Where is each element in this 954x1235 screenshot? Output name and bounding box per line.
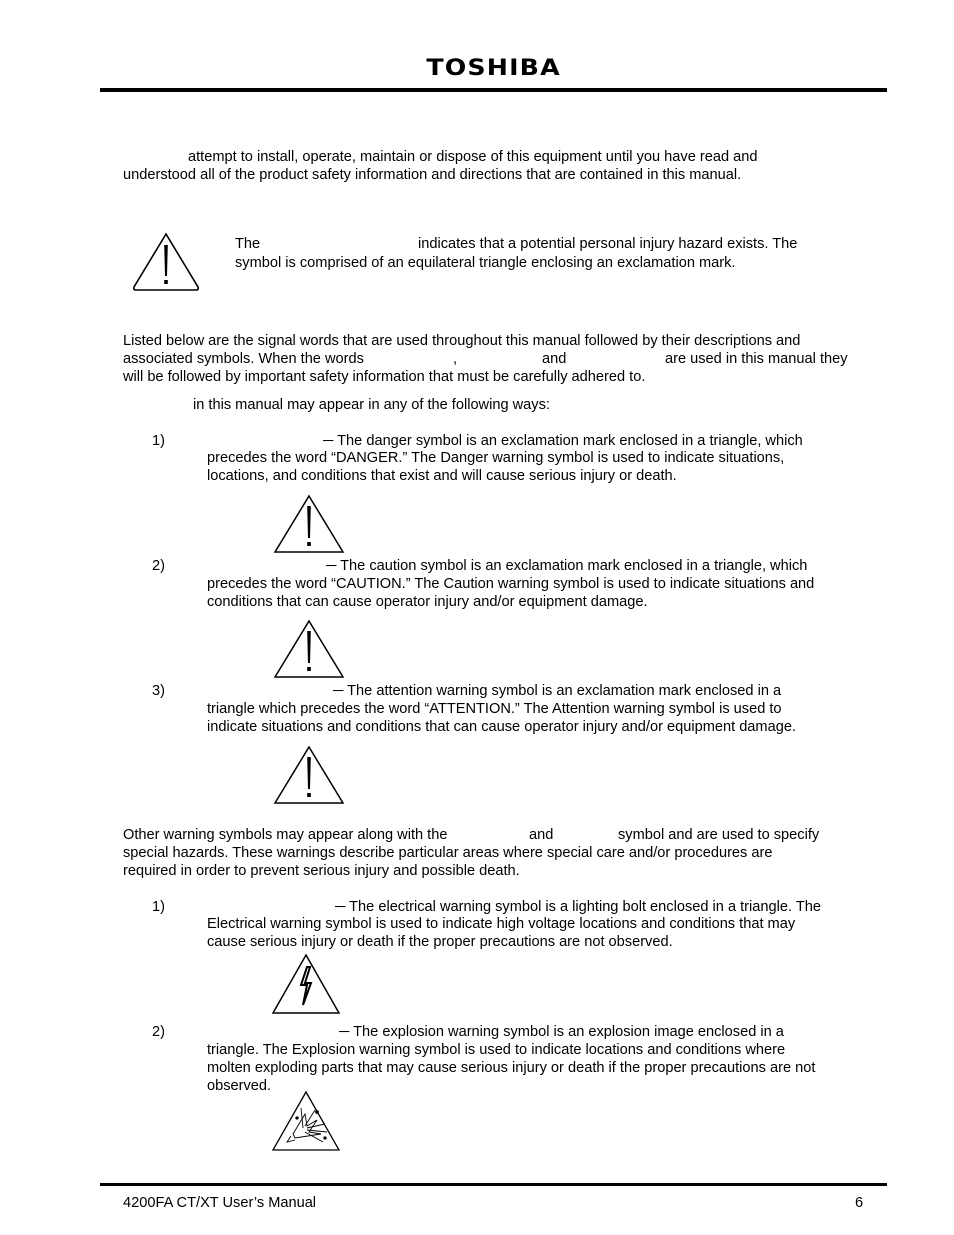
other-line-2: special hazards. These warnings describe particular areas where special care and/or procedures are — [123, 845, 773, 861]
attention-line-1: ─ The attention warning symbol is an exclamation mark enclosed in a — [333, 683, 782, 699]
electrical-number: 1) — [152, 899, 165, 915]
caution-line-1: ─ The caution symbol is an exclamation mark enclosed in a triangle, which — [326, 558, 808, 574]
footer-manual-title: 4200FA CT/XT User’s Manual — [123, 1195, 317, 1211]
signal-line-2-comma: , — [453, 351, 458, 367]
page-number: 6 — [855, 1195, 864, 1211]
electrical-line-3: cause serious injury or death if the proper precautions are not observed. — [207, 934, 673, 950]
signal-ways: in this manual may appear in any of the following ways: — [193, 397, 550, 413]
explosion-line-2: triangle. The Explosion warning symbol is used to indicate locations and conditions where — [207, 1042, 786, 1058]
attention-exclamation-triangle-icon — [273, 745, 345, 805]
signal-line-1: Listed below are the signal words that are used throughout this manual followed by their descriptions and — [123, 333, 801, 349]
other-line-1-and: and — [529, 827, 554, 843]
other-line-3: required in order to prevent serious injury and possible death. — [123, 863, 520, 879]
explosion-line-1: ─ The explosion warning symbol is an explosion image enclosed in a — [339, 1024, 784, 1040]
danger-line-2: precedes the word “DANGER.” The Danger warning symbol is used to indicate situations, — [207, 450, 785, 466]
caution-number: 2) — [152, 558, 165, 574]
signal-line-2-and: and — [542, 351, 567, 367]
attention-line-3: indicate situations and conditions that can cause operator injury and/or equipment damage. — [207, 719, 796, 735]
attention-number: 3) — [152, 683, 165, 699]
footer-rule — [100, 1183, 887, 1186]
danger-number: 1) — [152, 433, 165, 449]
electrical-line-2: Electrical warning symbol is used to indicate high voltage locations and conditions that may — [207, 916, 796, 932]
caution-exclamation-triangle-icon — [273, 619, 345, 679]
brand-logo: TOSHIBA — [426, 56, 561, 81]
lightning-bolt-triangle-icon — [271, 953, 341, 1015]
alert-text-start: The — [235, 236, 261, 252]
explosion-line-3: molten exploding parts that may cause serious injury or death if the proper precautions are not — [207, 1060, 816, 1076]
exclamation-triangle-icon — [131, 231, 201, 293]
intro-line-1: attempt to install, operate, maintain or dispose of this equipment until you have read and — [188, 149, 758, 165]
danger-exclamation-triangle-icon — [273, 494, 345, 554]
signal-line-3: will be followed by important safety information that must be carefully adhered to. — [123, 369, 646, 385]
caution-line-3: conditions that can cause operator injury and/or equipment damage. — [207, 594, 648, 610]
other-line-1-end: symbol and are used to specify — [618, 827, 820, 843]
alert-text-line-2: symbol is comprised of an equilateral triangle enclosing an exclamation mark. — [235, 255, 736, 271]
explosion-triangle-icon — [271, 1090, 341, 1152]
caution-line-2: precedes the word “CAUTION.” The Caution warning symbol is used to indicate situations and — [207, 576, 815, 592]
signal-line-2-end: are used in this manual they — [665, 351, 848, 367]
explosion-line-4: observed. — [207, 1078, 272, 1094]
header-rule — [100, 88, 887, 92]
explosion-number: 2) — [152, 1024, 165, 1040]
danger-line-1: ─ The danger symbol is an exclamation mark enclosed in a triangle, which — [323, 433, 803, 449]
attention-line-2: triangle which precedes the word “ATTENTION.” The Attention warning symbol is used to — [207, 701, 782, 717]
alert-text-end: indicates that a potential personal injury hazard exists. The — [418, 236, 798, 252]
signal-line-2-start: associated symbols. When the words — [123, 351, 364, 367]
electrical-line-1: ─ The electrical warning symbol is a lighting bolt enclosed in a triangle. The — [335, 899, 821, 915]
intro-line-2: understood all of the product safety information and directions that are contained in this manual. — [123, 167, 742, 183]
other-line-1-start: Other warning symbols may appear along with the — [123, 827, 448, 843]
danger-line-3: locations, and conditions that exist and will cause serious injury or death. — [207, 468, 677, 484]
